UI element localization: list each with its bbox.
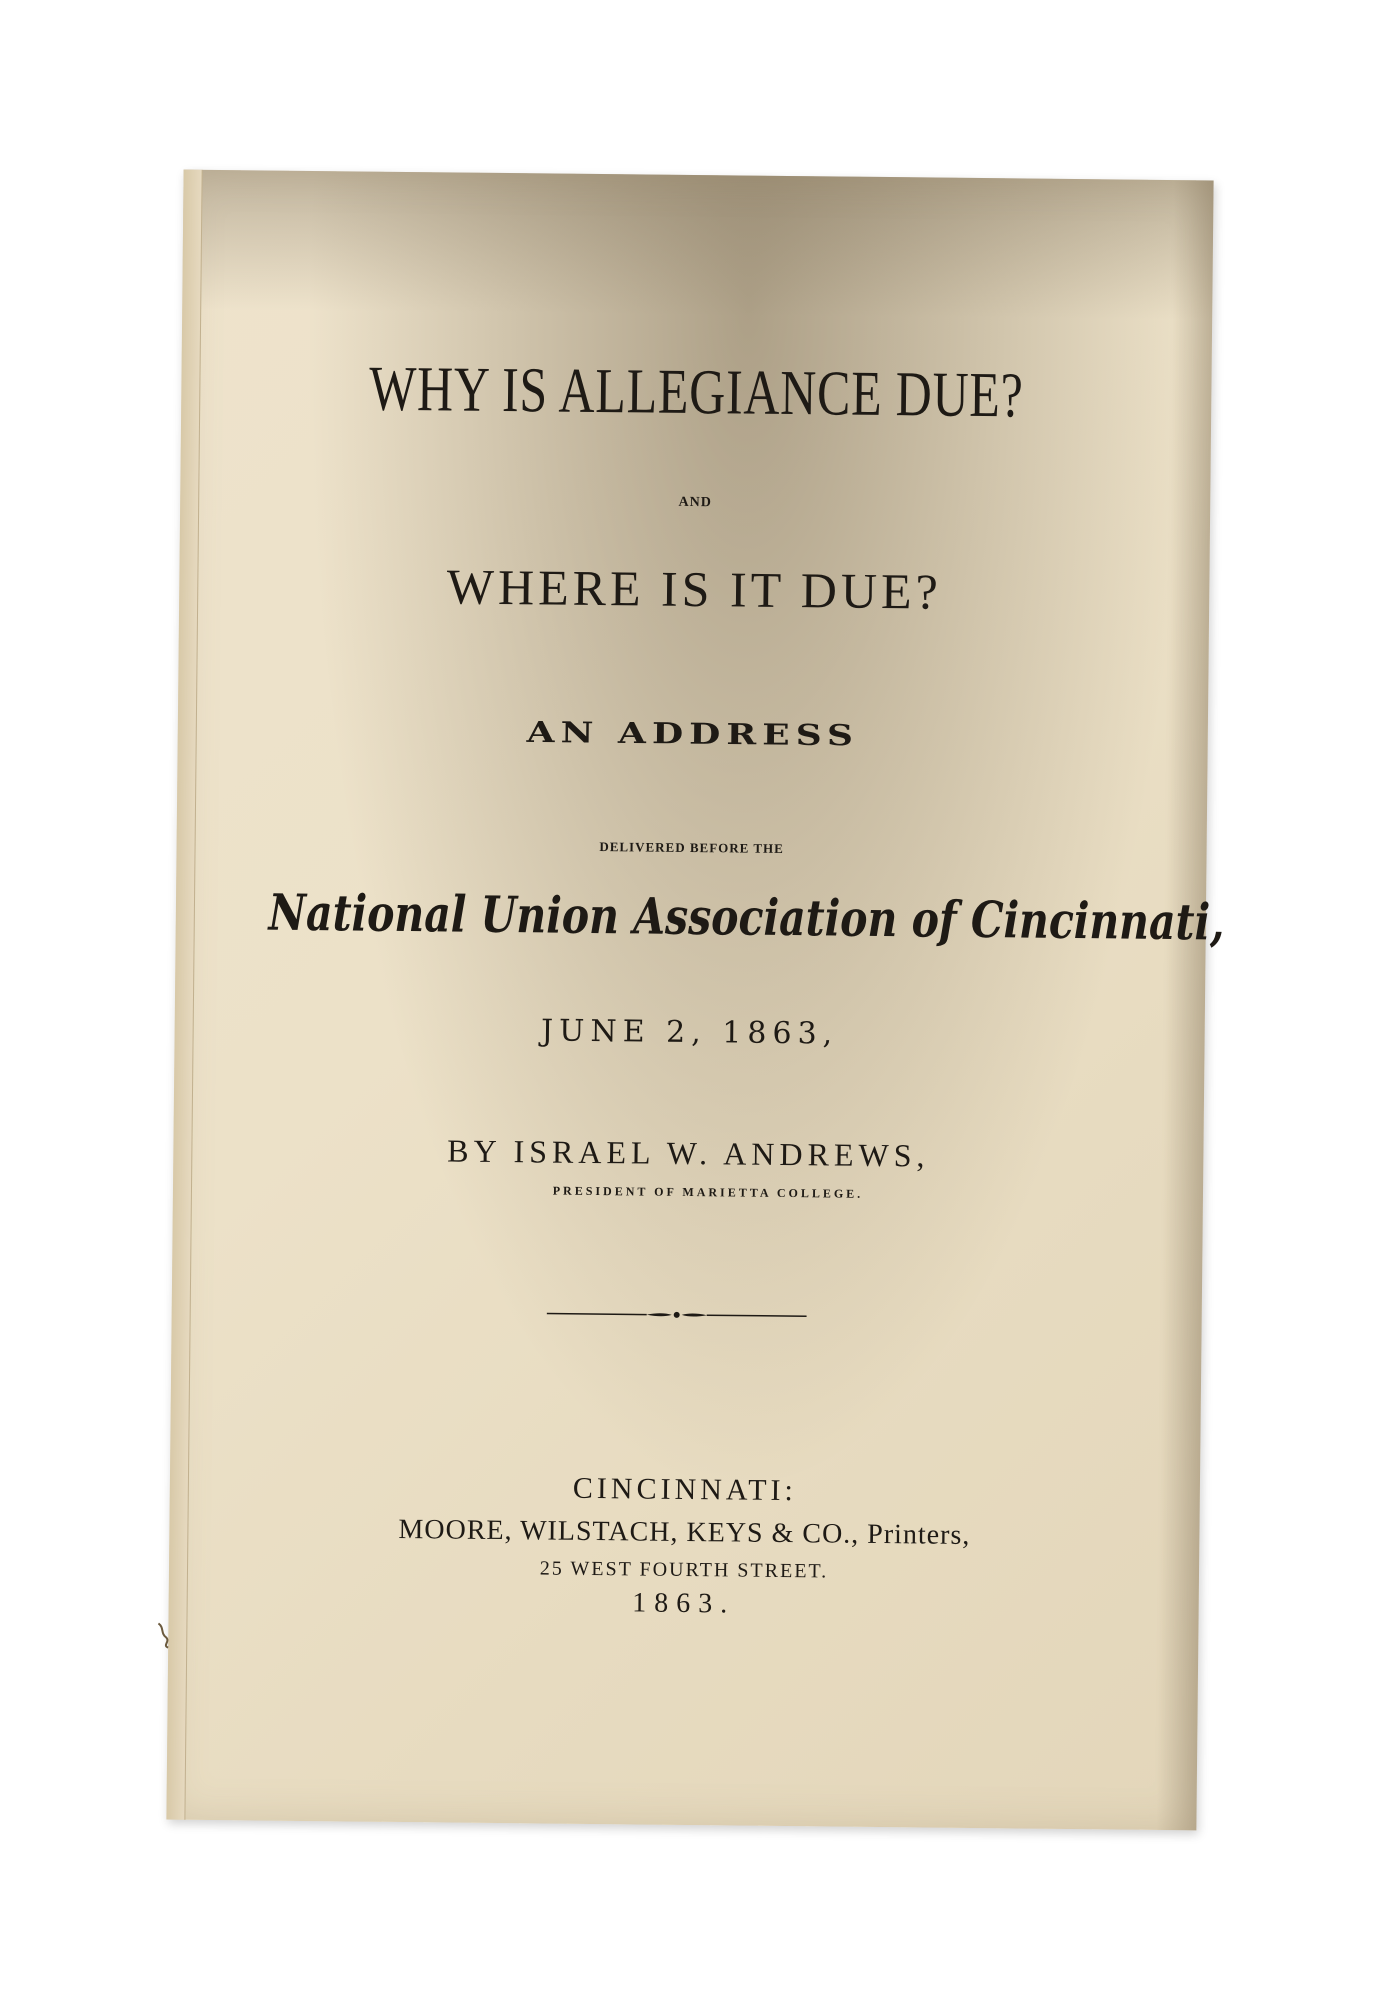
subtitle: AN ADDRESS bbox=[526, 715, 860, 753]
author-name: BY ISRAEL W. ANDREWS, bbox=[447, 1132, 930, 1174]
title-conjunction: AND bbox=[678, 494, 712, 511]
author-title: PRESIDENT OF MARIETTA COLLEGE. bbox=[552, 1183, 864, 1201]
imprint-address: 25 WEST FOURTH STREET. bbox=[539, 1557, 829, 1583]
delivered-before: DELIVERED BEFORE THE bbox=[599, 839, 784, 856]
title-line-1: WHY IS ALLEGIANCE DUE? bbox=[368, 352, 1024, 431]
address-date: JUNE 2, 1863, bbox=[540, 1013, 839, 1052]
cover-text bbox=[166, 170, 1225, 1831]
imprint-printers: MOORE, WILSTACH, KEYS & CO., Printers, bbox=[398, 1513, 971, 1551]
imprint-year: 1863. bbox=[632, 1587, 736, 1620]
pamphlet-cover bbox=[166, 170, 1225, 1831]
association-name: National Union Association of Cincinnati, bbox=[268, 882, 1225, 952]
title-line-2: WHERE IS IT DUE? bbox=[446, 558, 943, 620]
imprint-city: CINCINNATI: bbox=[572, 1471, 798, 1508]
ornamental-rule bbox=[547, 1309, 807, 1322]
